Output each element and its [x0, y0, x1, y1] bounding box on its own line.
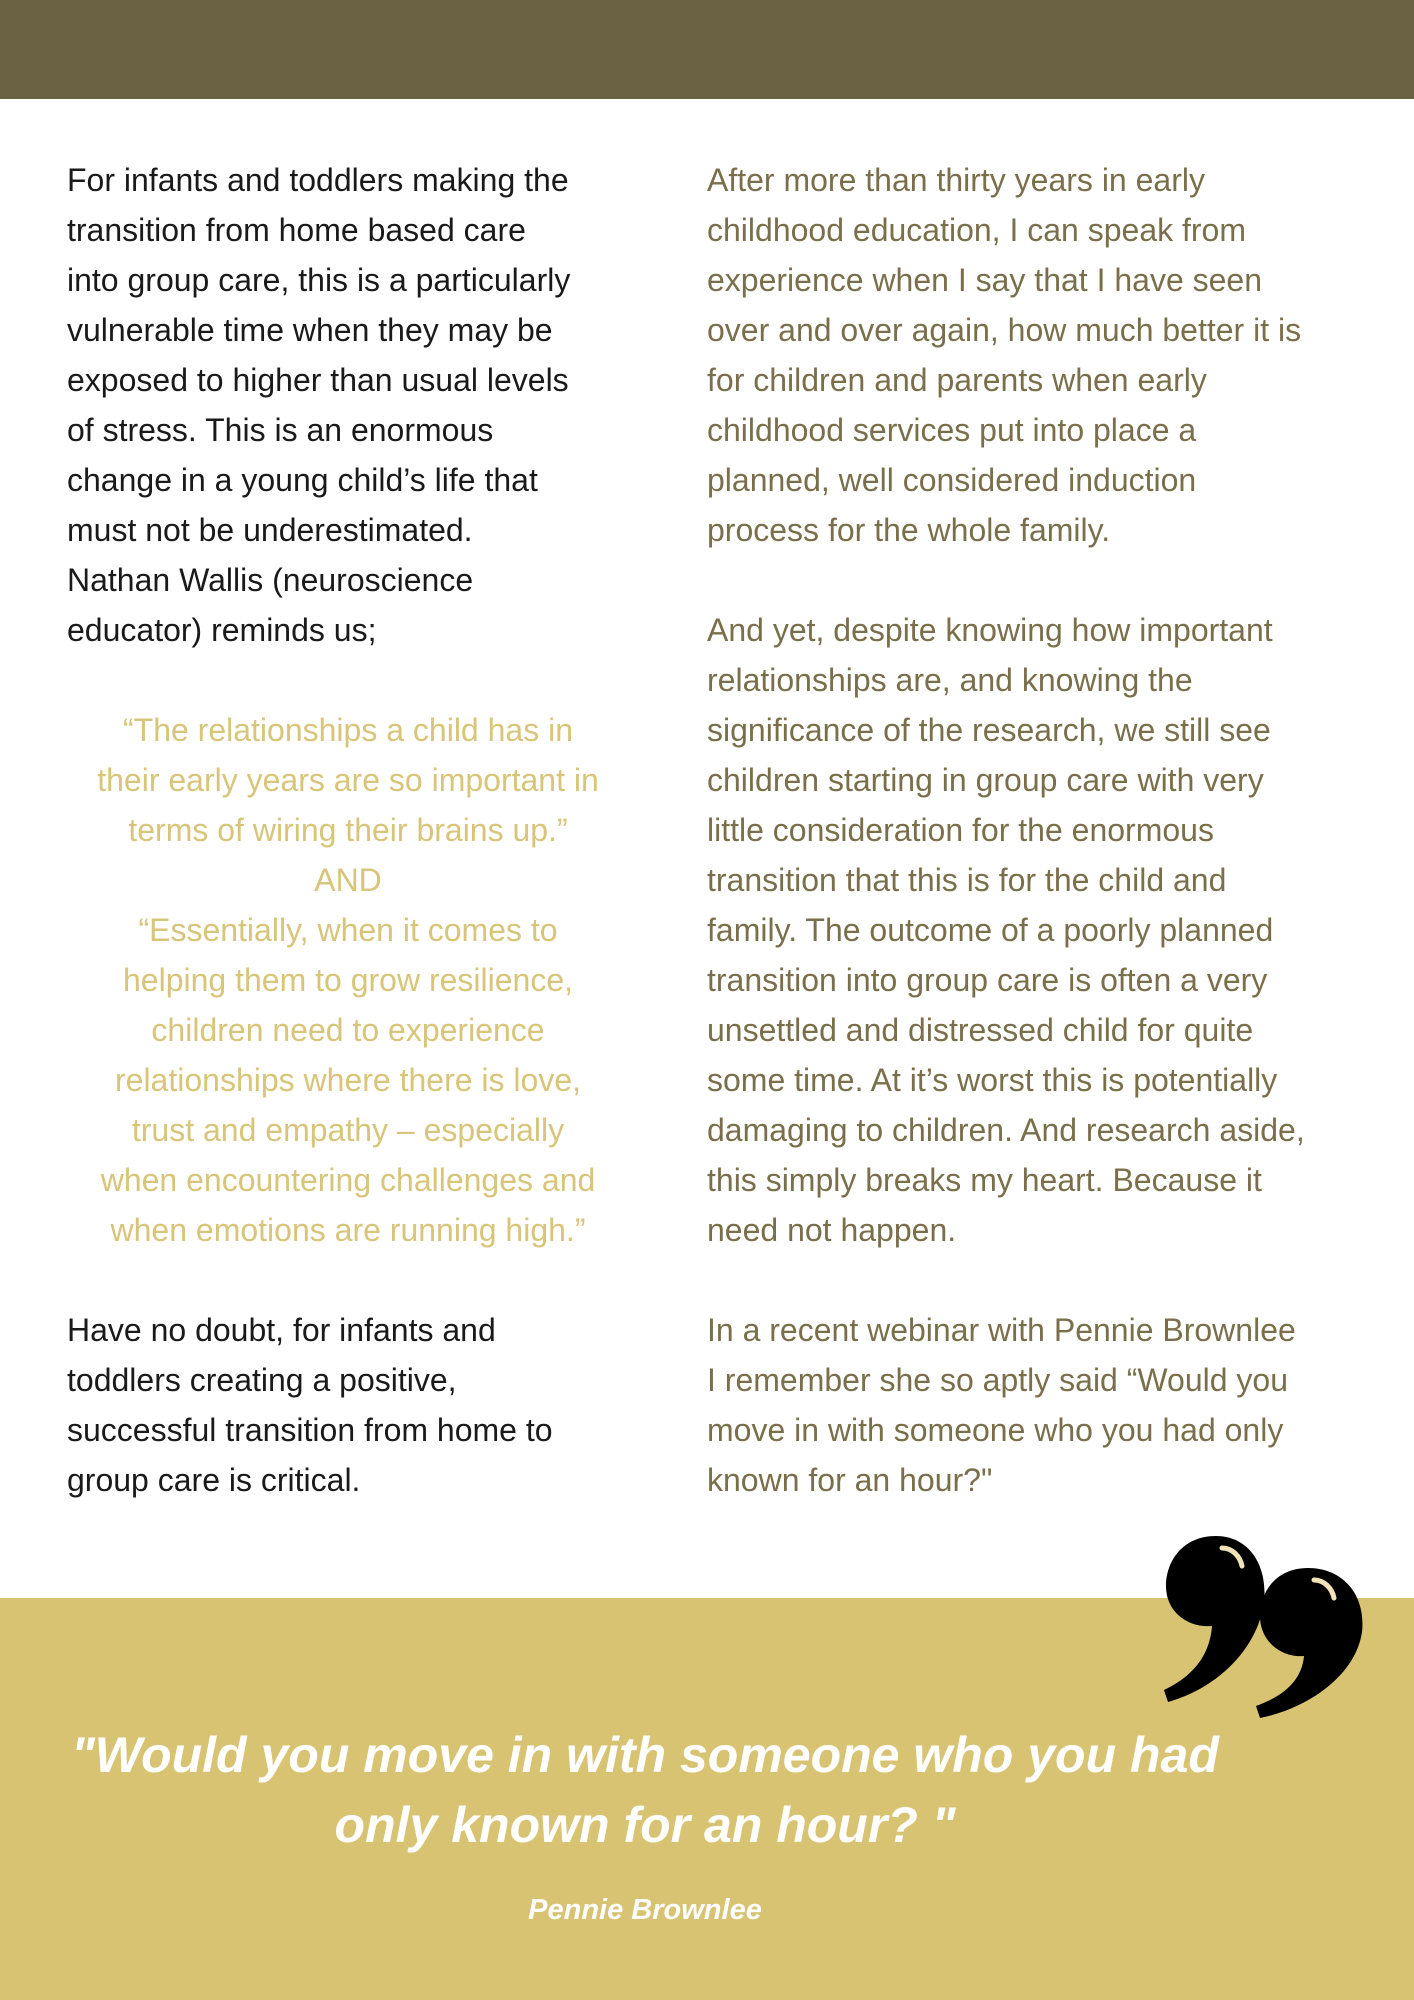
quote-line: when encountering challenges and	[100, 1162, 596, 1198]
text-line: In a recent webinar with Pennie Brownlee	[707, 1312, 1296, 1348]
quote-attribution: Pennie Brownlee	[528, 1894, 762, 1926]
text-line: group care is critical.	[67, 1462, 361, 1498]
text-line: known for an hour?"	[707, 1462, 993, 1498]
text-line: must not be underestimated.	[67, 512, 473, 548]
text-line: process for the whole family.	[707, 512, 1111, 548]
text-line: educator) reminds us;	[67, 612, 377, 648]
research-paragraph	[707, 605, 1367, 1255]
text-line: I remember she so aptly said “Would you	[707, 1362, 1288, 1398]
text-line: for children and parents when early	[707, 362, 1207, 398]
text-line: experience when I say that I have seen	[707, 262, 1263, 298]
spacer	[67, 1255, 629, 1305]
text-line: over and over again, how much better it is	[707, 312, 1302, 348]
text-line: And yet, despite knowing how important	[707, 612, 1273, 648]
text-line: unsettled and distressed child for quite	[707, 1012, 1254, 1048]
spacer	[67, 655, 629, 705]
text-line: planned, well considered induction	[707, 462, 1197, 498]
text-line: children starting in group care with very	[707, 762, 1264, 798]
quote-line: trust and empathy – especially	[131, 1112, 565, 1148]
text-line: little consideration for the enormous	[707, 812, 1214, 848]
quote-mark-icon	[1160, 1530, 1370, 1720]
text-line: toddlers creating a positive,	[67, 1362, 457, 1398]
quote-line: helping them to grow resilience,	[122, 962, 573, 998]
text-line: vulnerable time when they may be	[67, 312, 553, 348]
quote-line: terms of wiring their brains up.”	[128, 812, 568, 848]
text-line: of stress. This is an enormous	[67, 412, 494, 448]
text-line: relationships are, and knowing the	[707, 662, 1193, 698]
text-line: significance of the research, we still see	[707, 712, 1271, 748]
text-line: need not happen.	[707, 1212, 957, 1248]
pull-quote-line: only known for an hour? "	[334, 1797, 956, 1853]
text-line: change in a young child’s life that	[67, 462, 538, 498]
quote-line: AND	[314, 862, 382, 898]
text-line: For infants and toddlers making the	[67, 162, 569, 198]
text-line: childhood education, I can speak from	[707, 212, 1246, 248]
quote-line: when emotions are running high.”	[110, 1212, 586, 1248]
intro-paragraph	[67, 155, 629, 655]
text-line: childhood services put into place a	[707, 412, 1197, 448]
quote-line: relationships where there is love,	[114, 1062, 581, 1098]
pull-quote-line: "Would you move in with someone who you had	[71, 1727, 1219, 1783]
pull-quote	[60, 1720, 1230, 1860]
text-line: family. The outcome of a poorly planned	[707, 912, 1274, 948]
text-line: this simply breaks my heart. Because it	[707, 1162, 1262, 1198]
header-bar	[0, 0, 1414, 99]
text-line: transition that this is for the child and	[707, 862, 1227, 898]
closing-paragraph	[67, 1305, 629, 1505]
quote-line: “The relationships a child has in	[122, 712, 573, 748]
text-line: exposed to higher than usual levels	[67, 362, 569, 398]
text-line: some time. At it’s worst this is potentially	[707, 1062, 1278, 1098]
nathan-wallis-quote	[67, 705, 629, 1255]
spacer	[707, 1255, 1367, 1305]
text-line: transition into group care is often a very	[707, 962, 1268, 998]
left-column	[67, 155, 629, 1505]
text-line: After more than thirty years in early	[707, 162, 1205, 198]
text-line: transition from home based care	[67, 212, 526, 248]
quote-line: “Essentially, when it comes to	[138, 912, 558, 948]
text-line: into group care, this is a particularly	[67, 262, 571, 298]
text-line: move in with someone who you had only	[707, 1412, 1284, 1448]
spacer	[707, 555, 1367, 605]
text-line: damaging to children. And research aside,	[707, 1112, 1305, 1148]
text-line: successful transition from home to	[67, 1412, 553, 1448]
right-column	[707, 155, 1367, 1505]
quote-line: their early years are so important in	[97, 762, 599, 798]
text-line: Nathan Wallis (neuroscience	[67, 562, 474, 598]
quote-line: children need to experience	[151, 1012, 545, 1048]
webinar-paragraph	[707, 1305, 1367, 1505]
experience-paragraph	[707, 155, 1367, 555]
text-line: Have no doubt, for infants and	[67, 1312, 496, 1348]
